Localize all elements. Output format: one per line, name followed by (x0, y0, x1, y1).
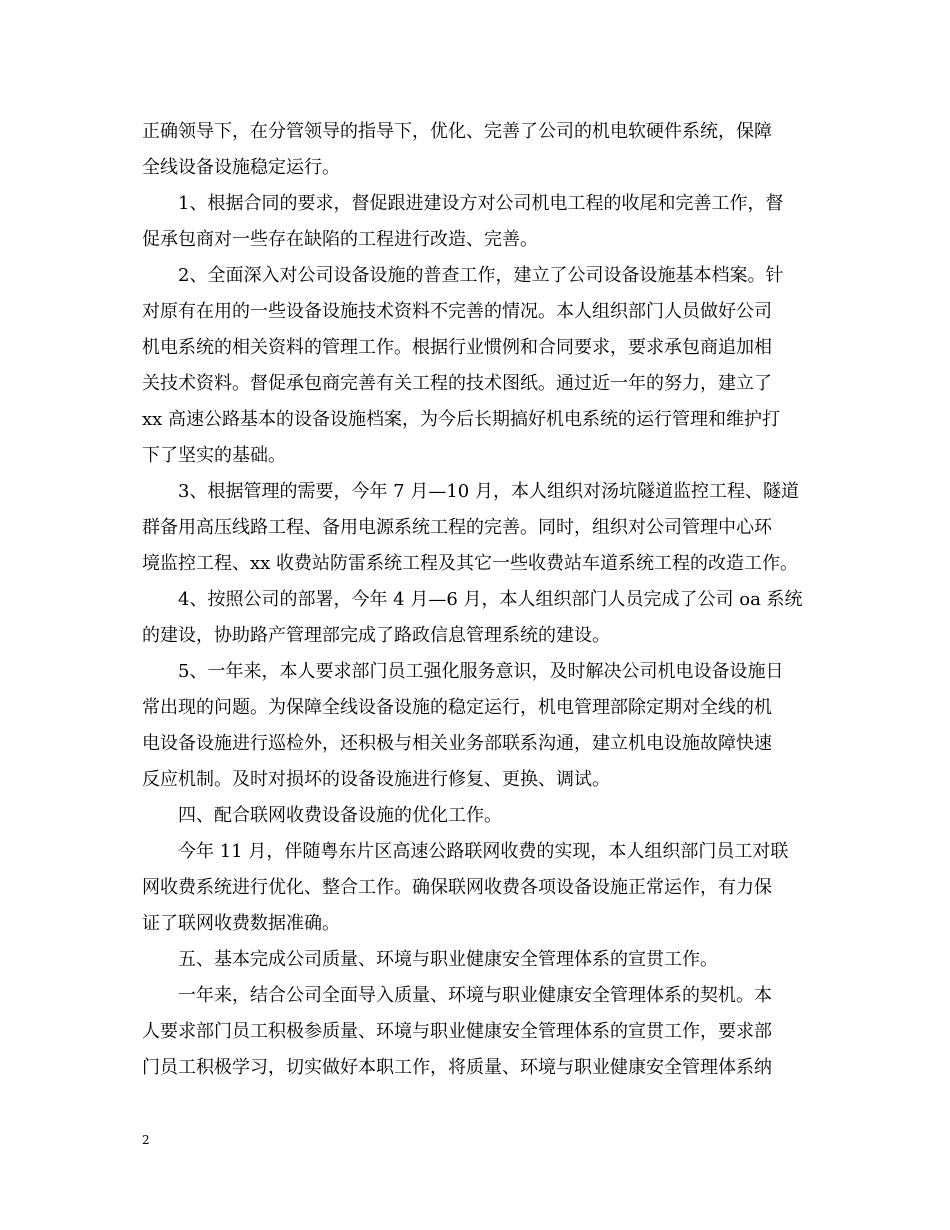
text-line: 正确领导下，在分管领导的指导下，优化、完善了公司的机电软硬件系统，保障 (142, 121, 772, 142)
text-line: 证了联网收费数据准确。 (142, 913, 340, 934)
text-line: 门员工积极学习，切实做好本职工作，将质量、环境与职业健康安全管理体系纳 (142, 1057, 772, 1078)
text-line: 今年 11 月，伴随粤东片区高速公路联网收费的实现，本人组织部门员工对联 (178, 841, 789, 862)
section-heading: 四、配合联网收费设备设施的优化工作。 (178, 805, 502, 826)
page-number: 2 (142, 1133, 150, 1147)
text-line: 境监控工程、xx 收费站防雷系统工程及其它一些收费站车道系统工程的改造工作。 (142, 553, 799, 574)
text-line: 人要求部门员工积极参质量、环境与职业健康安全管理体系的宣贯工作，要求部 (142, 1021, 772, 1042)
text-line: 5、一年来，本人要求部门员工强化服务意识，及时解决公司机电设备设施日 (178, 661, 784, 682)
text-line: xx 高速公路基本的设备设施档案，为今后长期搞好机电系统的运行管理和维护打 (142, 409, 781, 430)
text-line: 群备用高压线路工程、备用电源系统工程的完善。同时，组织对公司管理中心环 (142, 517, 772, 538)
text-line: 的建设，协助路产管理部完成了路政信息管理系统的建设。 (142, 625, 610, 646)
text-line: 3、根据管理的需要，今年 7 月—10 月，本人组织对汤坑隧道监控工程、隧道 (178, 481, 799, 502)
text-line: 促承包商对一些存在缺陷的工程进行改造、完善。 (142, 229, 538, 250)
text-line: 电设备设施进行巡检外，还积极与相关业务部联系沟通，建立机电设施故障快速 (142, 733, 772, 754)
text-line: 2、全面深入对公司设备设施的普查工作，建立了公司设备设施基本档案。针 (178, 265, 784, 286)
text-line: 常出现的问题。为保障全线设备设施的稳定运行，机电管理部除定期对全线的机 (142, 697, 772, 718)
text-line: 反应机制。及时对损坏的设备设施进行修复、更换、调试。 (142, 769, 610, 790)
text-line: 关技术资料。督促承包商完善有关工程的技术图纸。通过近一年的努力，建立了 (142, 373, 772, 394)
text-line: 机电系统的相关资料的管理工作。根据行业惯例和合同要求，要求承包商追加相 (142, 337, 772, 358)
text-line: 全线设备设施稳定运行。 (142, 157, 340, 178)
text-line: 4、按照公司的部署，今年 4 月—6 月，本人组织部门人员完成了公司 oa 系统 (178, 589, 803, 610)
text-line: 对原有在用的一些设备设施技术资料不完善的情况。本人组织部门人员做好公司 (142, 301, 772, 322)
text-line: 网收费系统进行优化、整合工作。确保联网收费各项设备设施正常运作，有力保 (142, 877, 772, 898)
section-heading: 五、基本完成公司质量、环境与职业健康安全管理体系的宣贯工作。 (178, 949, 718, 970)
text-line: 下了坚实的基础。 (142, 445, 286, 466)
text-line: 一年来，结合公司全面导入质量、环境与职业健康安全管理体系的契机。本 (178, 985, 772, 1006)
body-text (142, 114, 810, 1086)
text-line: 1、根据合同的要求，督促跟进建设方对公司机电工程的收尾和完善工作，督 (178, 193, 784, 214)
